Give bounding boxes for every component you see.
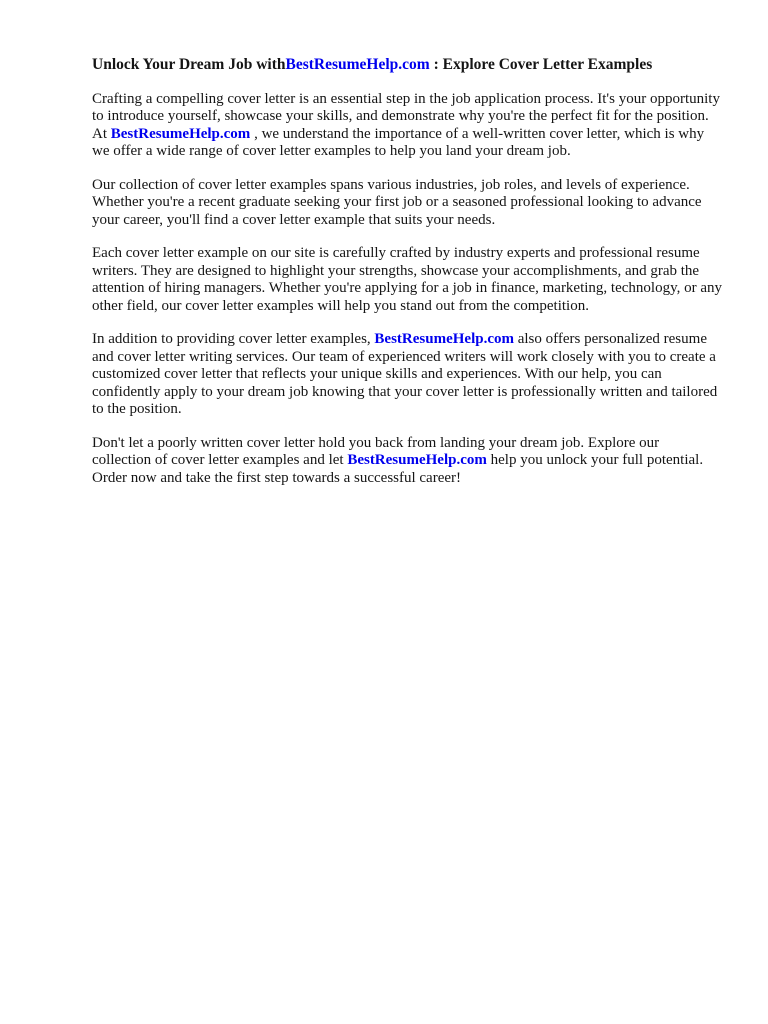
text-run: Crafting a compelling cover letter is an essential step in the job application process. It's your opportunity to introduce yourself, showcase your skills, and demonstrate why you're the perfect fit for the position. At [92, 90, 720, 142]
text-run: Don't let a poorly written cover letter hold you back from landing your dream job. Explore our collection of cover letter examples and let [92, 434, 660, 468]
document-title [92, 56, 722, 74]
paragraph [92, 91, 722, 161]
text-run: also offers personalized resume and cover letter writing services. Our team of experienced writers will work closely with you to create a customized cover letter that reflects your unique skills and experiences. With our help, you can confidently apply to your dream job knowing that your cover letter is professionally written and tailored to the position. [92, 331, 718, 417]
paragraph [92, 435, 722, 488]
paragraph [92, 177, 722, 230]
text-run: help you unlock your full potential. Order now and take the first step towards a successful career! [92, 452, 704, 486]
brand-link[interactable]: BestResumeHelp.com [285, 56, 430, 73]
text-run: Our collection of cover letter examples spans various industries, job roles, and levels of experience. Whether you're a recent graduate seeking your first job or a seasoned professional looking to advance your career, you'll find a cover letter example that suits your needs. [92, 176, 702, 228]
text-run: Each cover letter example on our site is carefully crafted by industry experts and professional resume writers. They are designed to highlight your strengths, showcase your accomplishments, and grab the attention of hiring managers. Whether you're applying for a job in finance, marketing, technology, or any other field, our cover letter examples will help you stand out from the competition. [92, 245, 723, 314]
paragraph [92, 245, 722, 315]
text-run: Unlock Your Dream Job with [92, 56, 286, 73]
paragraph [92, 331, 722, 419]
text-run: : Explore Cover Letter Examples [429, 56, 653, 73]
brand-link[interactable]: BestResumeHelp.com [374, 331, 514, 347]
document-body [92, 91, 722, 488]
brand-link[interactable]: BestResumeHelp.com [347, 452, 487, 468]
brand-link[interactable]: BestResumeHelp.com [110, 125, 251, 142]
text-run: , we understand the importance of a well-written cover letter, which is why we offer a wide range of cover letter examples to help you land your dream job. [92, 125, 705, 159]
text-run: In addition to providing cover letter examples, [92, 331, 375, 347]
